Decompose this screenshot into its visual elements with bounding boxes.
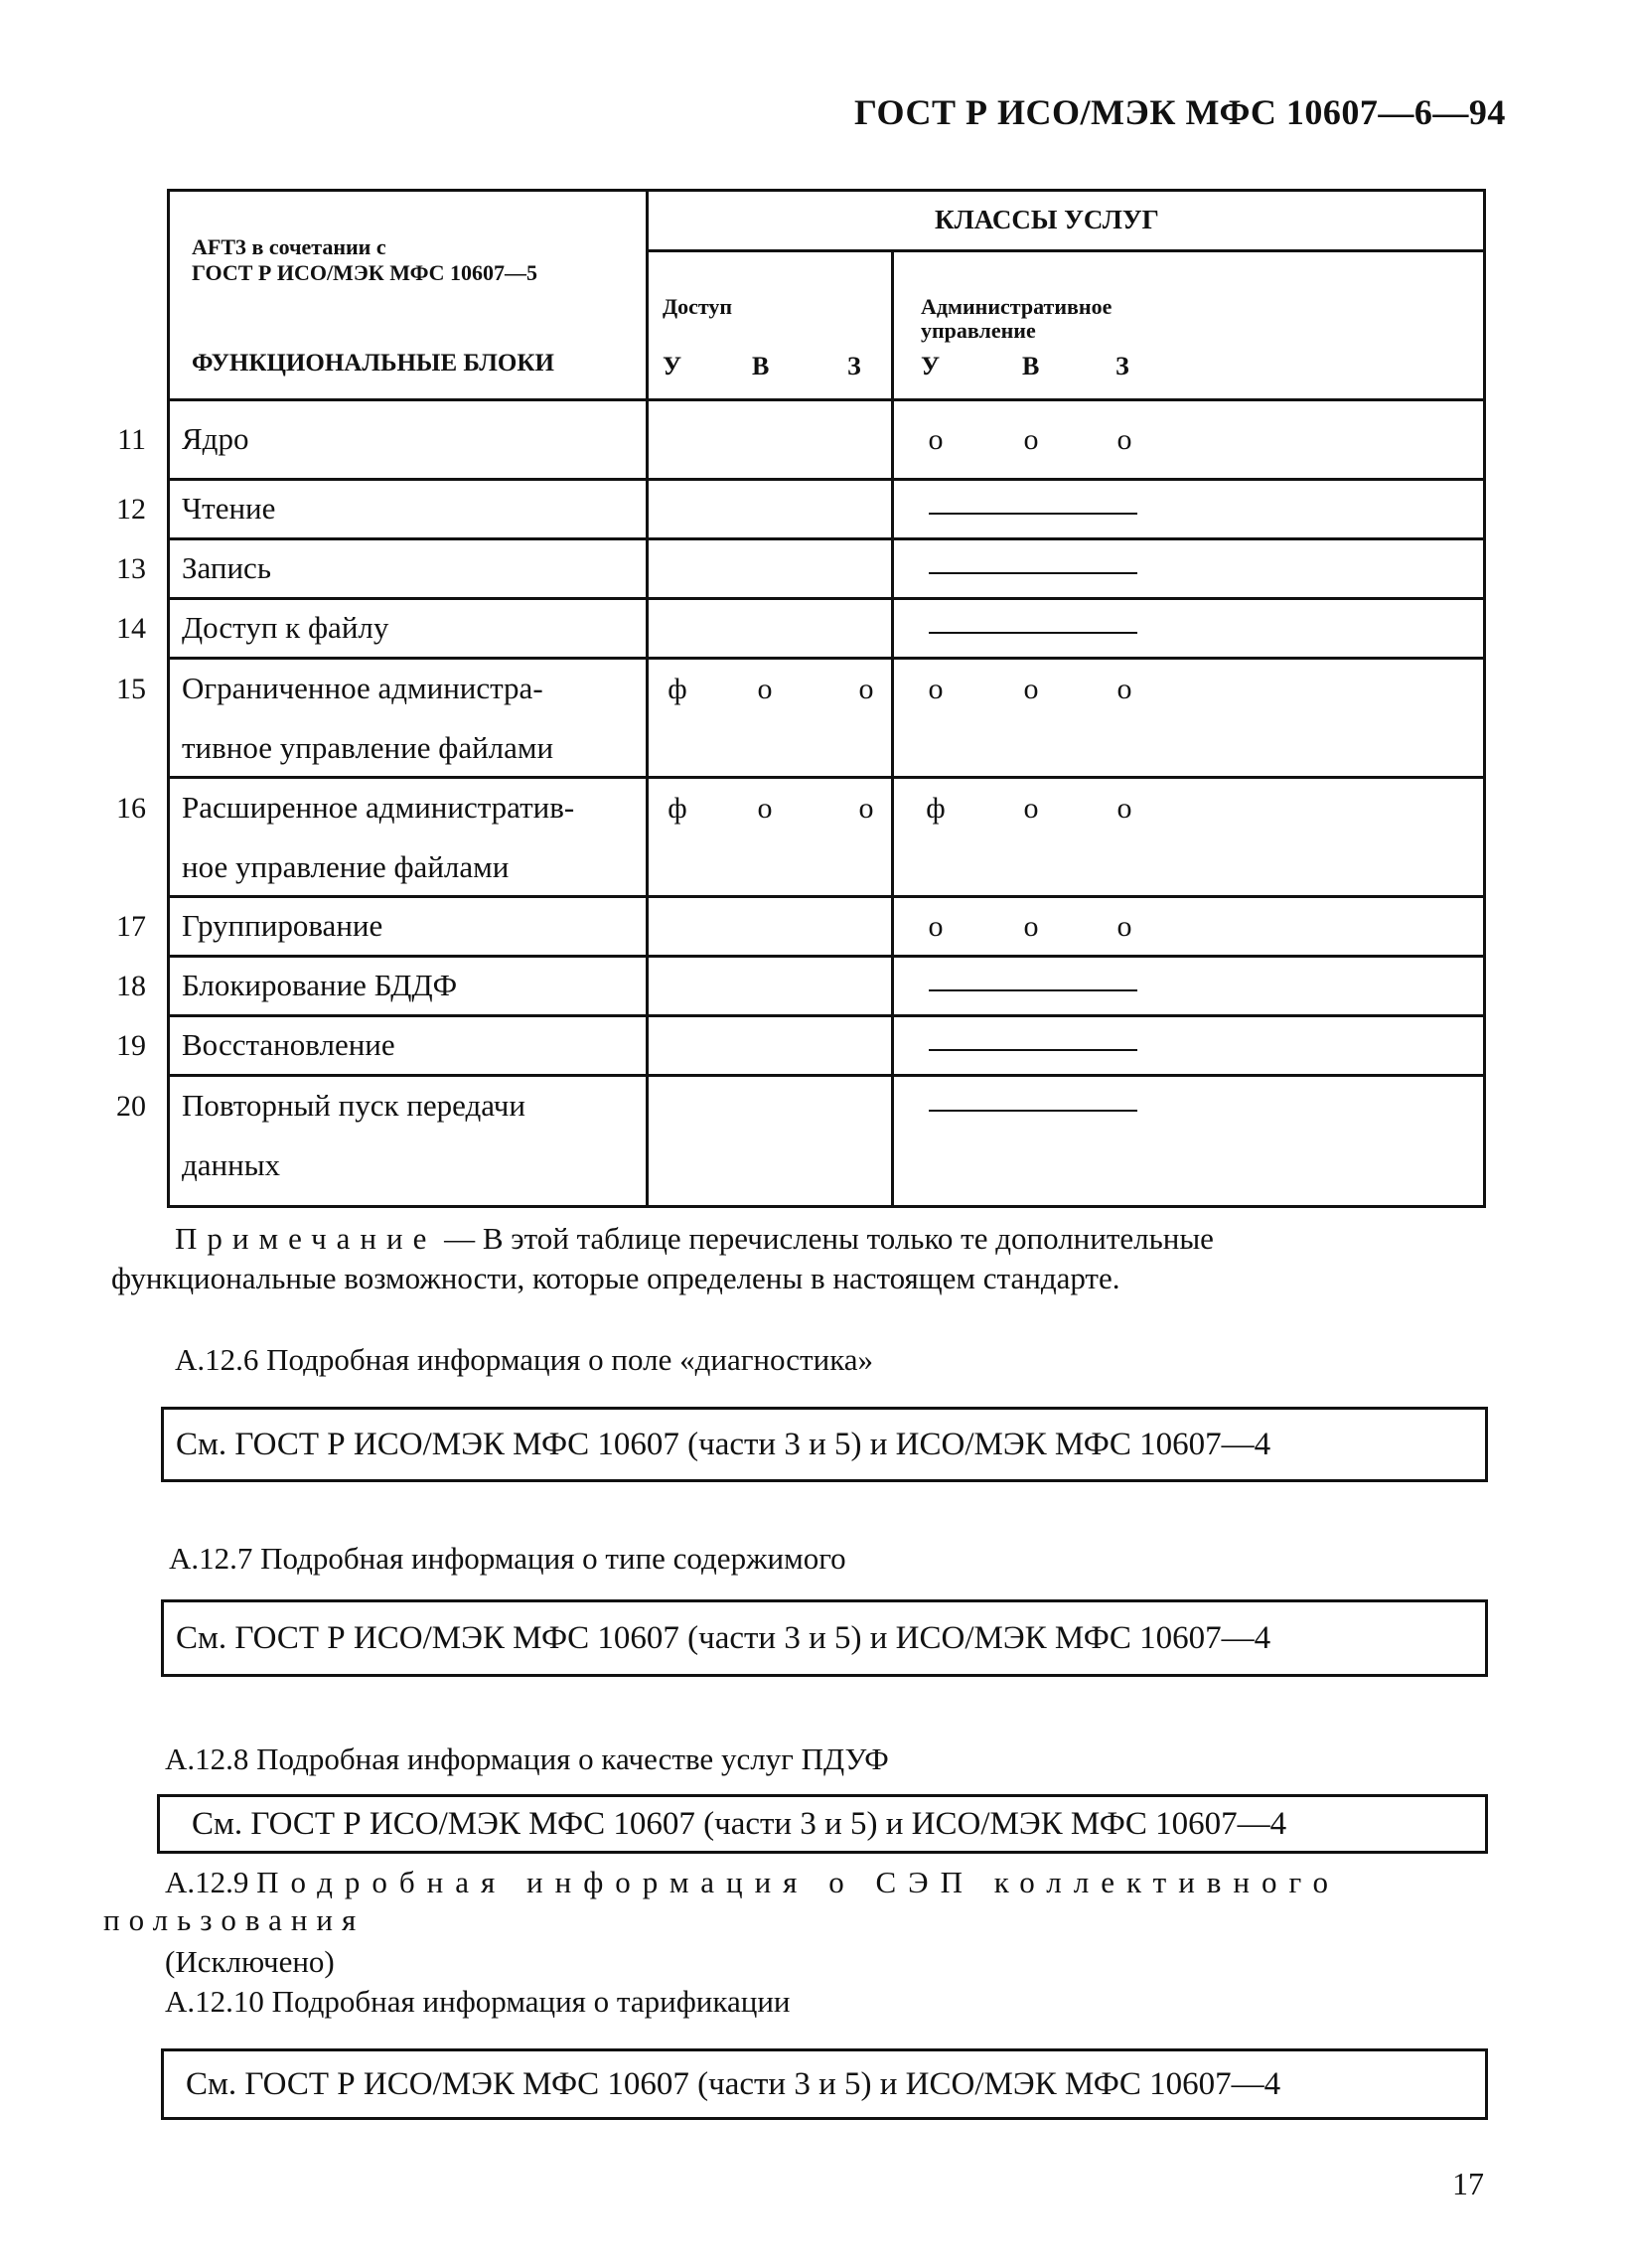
not-applicable-dash [929,1049,1137,1051]
section-heading: А.12.10 Подробная информация о тарификации [165,1984,791,2019]
row-number: 16 [116,792,146,825]
header-admin-line2: управление [921,318,1036,343]
block-name: Запись [182,550,271,585]
row-number: 12 [116,493,146,526]
block-name: Блокирование БДДФ [182,968,458,1002]
table-divider [170,478,1483,481]
section-heading: А.12.6 Подробная информация о поле «диагностика» [175,1342,874,1377]
section-129-title: Подробная информация о СЭП коллективного [256,1865,1340,1899]
table-divider [170,776,1483,779]
admin-mark: о [1116,423,1132,456]
reference-box: См. ГОСТ Р ИСО/МЭК МФС 10607 (части 3 и 5) и ИСО/МЭК МФС 10607—4 [161,2048,1488,2120]
admin-mark: о [1116,910,1132,943]
not-applicable-dash [929,632,1137,634]
functional-blocks-table [116,189,1486,1208]
block-name-cont: тивное управление файлами [182,730,554,765]
row-number: 11 [117,423,146,456]
col-v: В [752,352,770,380]
block-name: Доступ к файлу [182,610,389,645]
row-number: 20 [116,1090,146,1123]
table-divider [646,192,649,1205]
col-v: В [1022,352,1040,380]
col-u: У [921,352,941,380]
note-label: Примечание [175,1221,437,1256]
reference-box: См. ГОСТ Р ИСО/МЭК МФС 10607 (части 3 и 5) и ИСО/МЭК МФС 10607—4 [157,1794,1488,1854]
row-number: 19 [116,1029,146,1062]
not-applicable-dash [929,572,1137,574]
block-name: Повторный пуск передачи [182,1088,525,1123]
note-line1 [175,1220,1214,1259]
block-name-cont: данных [182,1147,281,1182]
row-number: 18 [116,970,146,1002]
section-129-excluded: (Исключено) [165,1944,335,1979]
not-applicable-dash [929,513,1137,515]
col-u: У [663,352,682,380]
table-divider [170,537,1483,540]
table-divider [170,597,1483,600]
admin-mark: о [1023,792,1039,825]
header-classes: КЛАССЫ УСЛУГ [935,205,1159,234]
admin-mark: о [1116,673,1132,705]
admin-mark: о [1023,673,1039,705]
block-name: Чтение [182,491,276,526]
block-name: Восстановление [182,1027,395,1062]
section-129-num: А.12.9 [165,1865,249,1899]
running-head: ГОСТ Р ИСО/МЭК МФС 10607—6—94 [854,92,1506,132]
access-mark: ф [668,792,687,825]
header-admin-line1: Административное [921,294,1113,319]
row-number: 14 [116,612,146,645]
table-divider [170,398,1483,401]
admin-mark: о [928,673,944,705]
admin-mark: о [928,423,944,456]
block-name: Расширенное административ- [182,790,575,825]
header-left-line1: AFT3 в сочетании с [192,234,386,259]
table-divider [170,1074,1483,1077]
header-left-line3: ФУНКЦИОНАЛЬНЫЕ БЛОКИ [192,350,554,377]
access-mark: о [858,673,874,705]
row-number: 13 [116,552,146,585]
reference-box: См. ГОСТ Р ИСО/МЭК МФС 10607 (части 3 и 5) и ИСО/МЭК МФС 10607—4 [161,1407,1488,1482]
section-129-line2: пользования [103,1902,366,1937]
access-mark: о [858,792,874,825]
section-129-line1 [165,1864,1340,1902]
access-mark: о [757,792,773,825]
admin-mark: о [1023,423,1039,456]
row-number: 17 [116,910,146,943]
block-name: Группирование [182,908,383,943]
access-mark: ф [668,673,687,705]
note-text1: — В этой таблице перечислены только те дополнительные [444,1221,1214,1256]
block-name: Ядро [182,421,249,456]
admin-mark: о [1116,792,1132,825]
table-divider [170,955,1483,958]
not-applicable-dash [929,989,1137,991]
header-left-line2: ГОСТ Р ИСО/МЭК МФС 10607—5 [192,260,537,285]
col-z: З [1115,352,1129,380]
admin-mark: о [928,910,944,943]
table-divider [170,1014,1483,1017]
section-heading: А.12.7 Подробная информация о типе содержимого [169,1541,846,1576]
admin-mark: ф [926,792,946,825]
section-heading: А.12.8 Подробная информация о качестве услуг ПДУФ [165,1741,889,1776]
table-divider [170,895,1483,898]
table-divider [891,249,894,1205]
access-mark: о [757,673,773,705]
page-number: 17 [1452,2166,1484,2201]
block-name: Ограниченное администра- [182,671,543,705]
note-line2: функциональные возможности, которые определены в настоящем стандарте. [111,1261,1120,1295]
block-name-cont: ное управление файлами [182,849,510,884]
row-number: 15 [116,673,146,705]
admin-mark: о [1023,910,1039,943]
not-applicable-dash [929,1110,1137,1112]
col-z: З [847,352,861,380]
reference-box: См. ГОСТ Р ИСО/МЭК МФС 10607 (части 3 и 5) и ИСО/МЭК МФС 10607—4 [161,1599,1488,1677]
table-divider [646,249,1483,252]
header-access: Доступ [663,294,733,319]
table-divider [170,657,1483,660]
